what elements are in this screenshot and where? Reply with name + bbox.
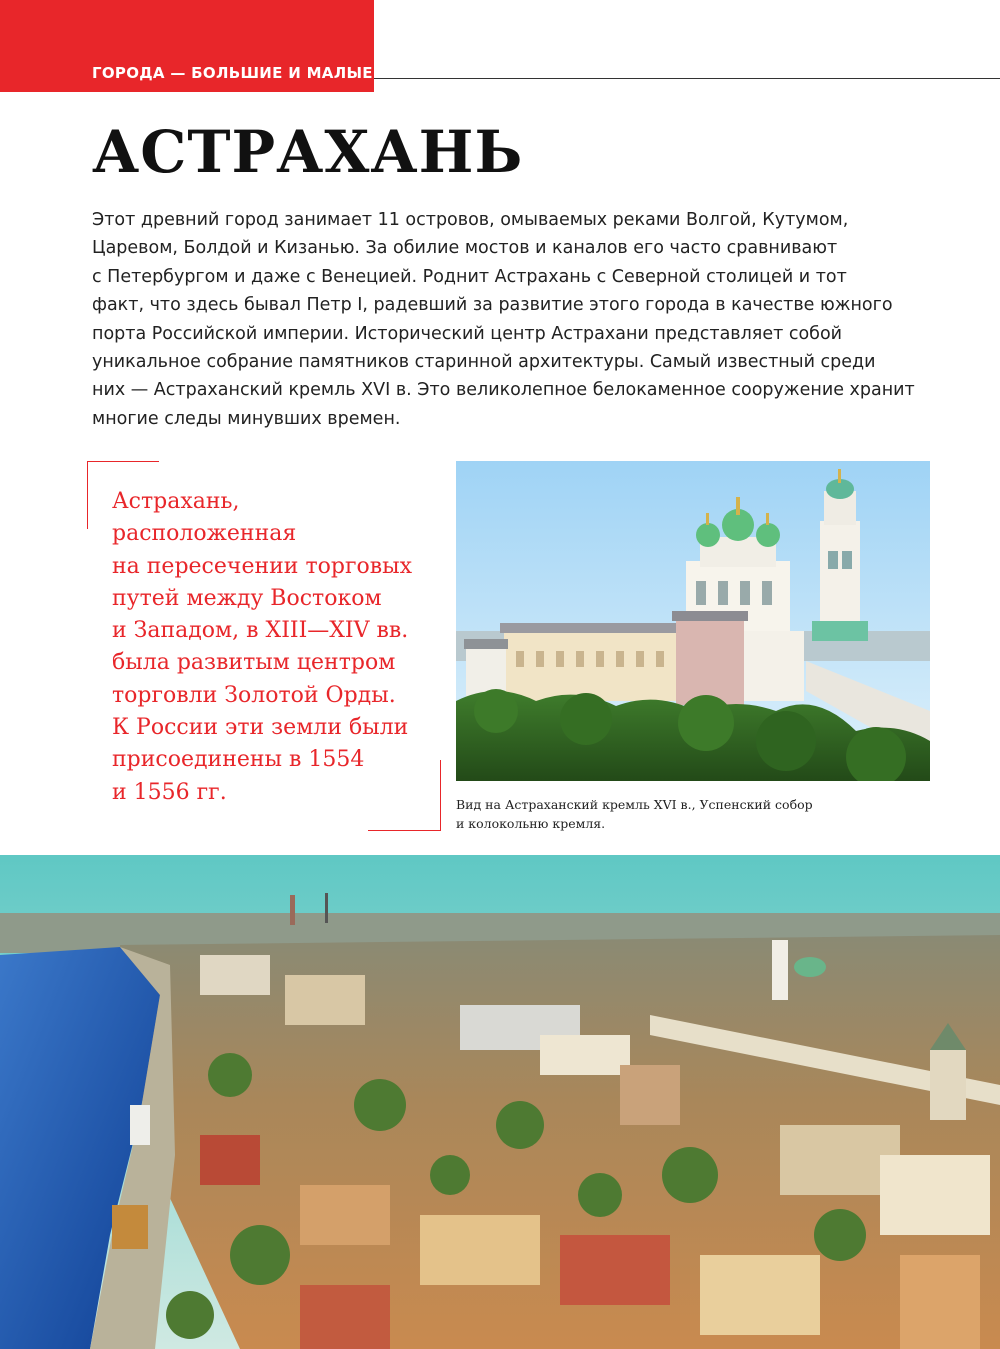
quote-bracket-top-horizontal [87,461,159,462]
quote-line: Астрахань, [112,489,240,514]
intro-paragraph [92,206,932,433]
quote-line: присоединены в 1554 [112,747,365,773]
pull-quote [112,486,442,809]
intro-line: Этот древний город занимает 11 островов, омываемых реками Волгой, Кутумом, [92,210,849,230]
quote-line: путей между Востоком [112,585,382,611]
quote-line: К России эти земли были [112,715,409,741]
section-label: ГОРОДА — БОЛЬШИЕ И МАЛЫЕ [92,64,373,82]
page-title: АСТРАХАНЬ [92,118,524,186]
intro-line: многие следы минувших времен. [92,408,401,429]
intro-line: уникальное собрание памятников старинной архитектуры. Самый известный среди [92,352,876,373]
kremlin-photo [456,461,930,781]
quote-line: и 1556 гг. [112,779,227,805]
quote-line: торговли Золотой Орды. [112,682,396,708]
kremlin-photo-caption [456,795,876,833]
quote-bracket-top-vertical [87,461,88,529]
intro-line: с Петербургом и даже с Венецией. Роднит Астрахань с Северной столицей и тот [92,266,847,287]
quote-line: и Западом, в XIII—XIV вв. [112,618,409,644]
header-rule [374,78,1000,79]
intro-line: них — Астраханский кремль XVI в. Это великолепное белокаменное сооружение хранит [92,380,915,401]
intro-line: порта Российской империи. Исторический центр Астрахани представляет собой [92,323,843,344]
intro-line: Царевом, Болдой и Кизанью. За обилие мостов и каналов его часто сравнивают [92,238,838,259]
intro-line: факт, что здесь бывал Петр I, радевший за развитие этого города в качестве южного [92,295,893,316]
city-aerial-photo [0,855,1000,1349]
caption-line: Вид на Астраханский кремль XVI в., Успенский собор [456,797,813,812]
quote-line: на пересечении торговых [112,553,413,579]
quote-bracket-bottom-horizontal [368,830,440,831]
quote-line: была развитым центром [112,650,396,676]
caption-line: и колокольню кремля. [456,816,606,831]
quote-line: расположенная [112,521,297,547]
